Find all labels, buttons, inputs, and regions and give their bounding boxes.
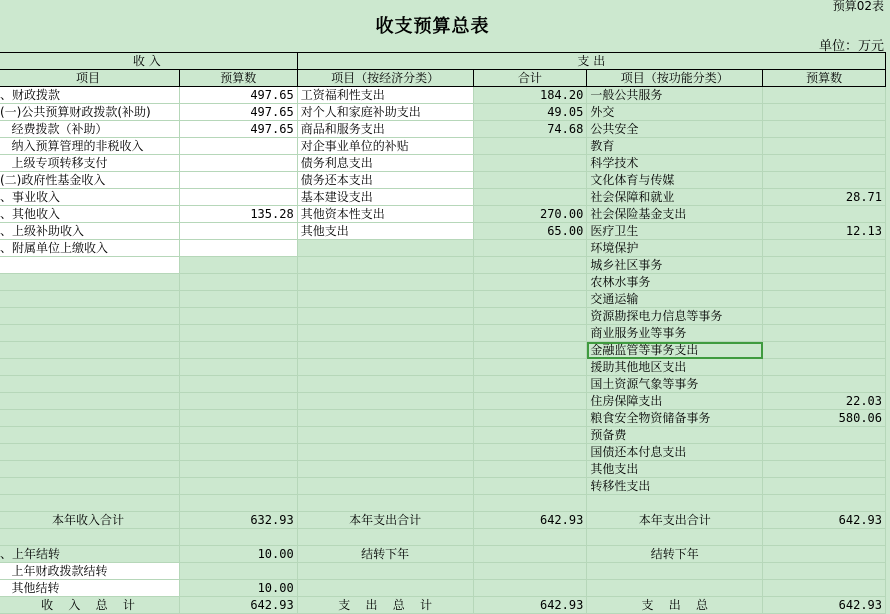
func-item[interactable]: 金融监管等事务支出 [587,342,763,359]
income-item[interactable]: 、上级补助收入 [0,223,179,240]
func-grand-value[interactable]: 642.93 [763,597,886,614]
col-econ: 项目（按经济分类） [297,70,473,87]
income-item[interactable]: 、附属单位上缴收入 [0,240,179,257]
func-item[interactable]: 文化体育与传媒 [587,172,763,189]
blank-row [0,529,886,546]
income-item[interactable] [0,274,179,291]
func-budget[interactable] [763,257,886,274]
econ-total[interactable]: 184.20 [473,87,587,104]
income-budget[interactable] [179,342,297,359]
unit-label: 单位：万元 [818,39,884,54]
econ-item[interactable]: 债务还本支出 [297,172,473,189]
income-item[interactable] [0,359,179,376]
other-carry-label[interactable]: 其他结转 [0,580,179,597]
func-budget[interactable] [763,138,886,155]
income-item[interactable] [0,308,179,325]
income-budget[interactable] [179,495,297,512]
func-item[interactable]: 转移性支出 [587,478,763,495]
income-budget[interactable] [179,410,297,427]
func-item[interactable]: 农林水事务 [587,274,763,291]
table-row [0,206,886,223]
income-item[interactable] [0,376,179,393]
econ-item[interactable] [297,274,473,291]
func-budget[interactable] [763,121,886,138]
income-budget[interactable] [179,240,297,257]
econ-total[interactable] [473,155,587,172]
econ-item[interactable] [297,240,473,257]
section-header-row [0,53,886,70]
func-budget[interactable] [763,104,886,121]
func-item[interactable]: 住房保障支出 [587,393,763,410]
func-budget[interactable]: 22.03 [763,393,886,410]
econ-total[interactable] [473,359,587,376]
income-item[interactable] [0,325,179,342]
table-row [0,325,886,342]
income-item[interactable]: (一)公共预算财政拨款(补助) [0,104,179,121]
table-row [0,189,886,206]
func-budget[interactable] [763,206,886,223]
func-total-label[interactable]: 本年支出合计 [587,512,763,529]
income-item[interactable] [0,342,179,359]
income-budget[interactable]: 135.28 [179,206,297,223]
table-row [0,104,886,121]
table-row [0,87,886,104]
table-row [0,240,886,257]
income-item[interactable] [0,291,179,308]
econ-total[interactable] [473,495,587,512]
income-item[interactable]: (二)政府性基金收入 [0,172,179,189]
func-item[interactable]: 社会保障和就业 [587,189,763,206]
econ-item[interactable] [297,359,473,376]
econ-item[interactable] [297,393,473,410]
budget-table [0,52,886,614]
col-budget2: 预算数 [763,70,886,87]
income-item[interactable] [0,393,179,410]
income-budget[interactable] [179,155,297,172]
func-item[interactable]: 社会保险基金支出 [587,206,763,223]
econ-total[interactable] [473,172,587,189]
table-row [0,155,886,172]
econ-total[interactable] [473,240,587,257]
econ-item[interactable] [297,257,473,274]
econ-item[interactable]: 其他资本性支出 [297,206,473,223]
table-row [0,410,886,427]
income-header: 收 入 [0,53,297,70]
income-item[interactable] [0,427,179,444]
econ-total[interactable] [473,189,587,206]
table-row [0,308,886,325]
income-budget[interactable] [179,308,297,325]
expense-grand-label[interactable]: 支 出 总 计 [297,597,473,614]
econ-item[interactable] [297,342,473,359]
func-item[interactable]: 城乡社区事务 [587,257,763,274]
income-budget[interactable] [179,376,297,393]
income-item[interactable]: 经费拨款（补助） [0,121,179,138]
econ-total[interactable] [473,410,587,427]
func-budget[interactable]: 12.13 [763,223,886,240]
func-item[interactable]: 环境保护 [587,240,763,257]
table-row [0,427,886,444]
func-item[interactable]: 科学技术 [587,155,763,172]
table-row [0,121,886,138]
income-budget[interactable]: 497.65 [179,87,297,104]
table-row [0,393,886,410]
income-item[interactable]: 、财政拨款 [0,87,179,104]
expense-total-label[interactable]: 本年支出合计 [297,512,473,529]
func-budget[interactable] [763,240,886,257]
table-row [0,291,886,308]
func-budget[interactable] [763,342,886,359]
func-item[interactable]: 公共安全 [587,121,763,138]
expense-header: 支 出 [297,53,885,70]
econ-item[interactable] [297,427,473,444]
econ-item[interactable]: 对企事业单位的补贴 [297,138,473,155]
table-row [0,478,886,495]
income-item[interactable]: 纳入预算管理的非税收入 [0,138,179,155]
income-item[interactable]: 、其他收入 [0,206,179,223]
econ-item[interactable] [297,410,473,427]
func-budget[interactable] [763,87,886,104]
econ-item[interactable]: 工资福利性支出 [297,87,473,104]
func-item[interactable]: 资源勘探电力信息等事务 [587,308,763,325]
col-item: 项目 [0,70,179,87]
func-item[interactable]: 国债还本付息支出 [587,444,763,461]
income-item[interactable] [0,410,179,427]
econ-total[interactable]: 65.00 [473,223,587,240]
econ-total[interactable]: 74.68 [473,121,587,138]
income-budget[interactable] [179,189,297,206]
table-row [0,359,886,376]
func-item[interactable]: 医疗卫生 [587,223,763,240]
income-grand-label[interactable]: 收 入 总 计 [0,597,179,614]
income-budget[interactable] [179,274,297,291]
func-budget[interactable] [763,376,886,393]
income-budget[interactable] [179,257,297,274]
table-code: 预算02表 [832,0,884,13]
income-budget[interactable] [179,478,297,495]
table-row [0,223,886,240]
income-item[interactable] [0,257,179,274]
func-item[interactable]: 外交 [587,104,763,121]
table-row [0,495,886,512]
income-total-value[interactable]: 632.93 [179,512,297,529]
col-budget: 预算数 [179,70,297,87]
econ-item[interactable]: 对个人和家庭补助支出 [297,104,473,121]
func-item[interactable]: 商业服务业等事务 [587,325,763,342]
income-budget[interactable] [179,393,297,410]
func-budget[interactable] [763,308,886,325]
econ-item[interactable]: 基本建设支出 [297,189,473,206]
func-budget[interactable] [763,325,886,342]
carry-row [0,546,886,563]
func-budget[interactable] [763,461,886,478]
column-header-row [0,70,886,87]
table-row [0,342,886,359]
econ-total[interactable] [473,274,587,291]
col-total: 合计 [473,70,587,87]
func-budget[interactable] [763,274,886,291]
func-budget[interactable] [763,495,886,512]
expense-grand-value[interactable]: 642.93 [473,597,587,614]
econ-total[interactable] [473,461,587,478]
econ-item[interactable] [297,444,473,461]
func-item[interactable]: 交通运输 [587,291,763,308]
func-budget[interactable]: 580.06 [763,410,886,427]
econ-total[interactable] [473,325,587,342]
prev-carry-label[interactable]: 、上年结转 [0,546,179,563]
econ-item[interactable]: 其他支出 [297,223,473,240]
func-budget[interactable] [763,172,886,189]
econ-total[interactable] [473,376,587,393]
next-carry-label[interactable]: 结转下年 [297,546,473,563]
table-row [0,257,886,274]
econ-total[interactable] [473,138,587,155]
func-grand-label[interactable]: 支 出 总 [587,597,763,614]
econ-item[interactable] [297,291,473,308]
other-carry-value[interactable]: 10.00 [179,580,297,597]
income-budget[interactable] [179,138,297,155]
carry-sub-row [0,580,886,597]
fiscal-carry-value[interactable] [179,563,297,580]
econ-total[interactable] [473,342,587,359]
func-budget[interactable]: 28.71 [763,189,886,206]
econ-total[interactable]: 270.00 [473,206,587,223]
income-item[interactable] [0,461,179,478]
income-budget[interactable] [179,291,297,308]
econ-item[interactable] [297,376,473,393]
table-row [0,274,886,291]
func-item[interactable] [587,495,763,512]
func-total-value[interactable]: 642.93 [763,512,886,529]
income-budget[interactable] [179,427,297,444]
income-item[interactable] [0,444,179,461]
income-total-row [0,512,886,529]
table-row [0,138,886,155]
prev-carry-value[interactable]: 10.00 [179,546,297,563]
income-grand-value[interactable]: 642.93 [179,597,297,614]
income-item[interactable] [0,478,179,495]
col-func: 项目（按功能分类） [587,70,763,87]
grand-total-row [0,597,886,614]
func-item[interactable]: 国土资源气象等事务 [587,376,763,393]
econ-total[interactable]: 49.05 [473,104,587,121]
income-budget[interactable] [179,325,297,342]
func-item[interactable]: 教育 [587,138,763,155]
func-item[interactable]: 一般公共服务 [587,87,763,104]
income-budget[interactable] [179,461,297,478]
income-budget[interactable] [179,223,297,240]
func-budget[interactable] [763,155,886,172]
func-budget[interactable] [763,444,886,461]
income-total-label[interactable]: 本年收入合计 [0,512,179,529]
econ-total[interactable] [473,427,587,444]
econ-total[interactable] [473,291,587,308]
income-item[interactable]: 、事业收入 [0,189,179,206]
econ-total[interactable] [473,393,587,410]
func-item[interactable]: 援助其他地区支出 [587,359,763,376]
fiscal-carry-label[interactable]: 上年财政拨款结转 [0,563,179,580]
func-budget[interactable] [763,359,886,376]
econ-item[interactable] [297,325,473,342]
func-item[interactable]: 预备费 [587,427,763,444]
carry-sub-row [0,563,886,580]
econ-item[interactable]: 商品和服务支出 [297,121,473,138]
func-budget[interactable] [763,291,886,308]
func-budget[interactable] [763,427,886,444]
func-item[interactable]: 粮食安全物资储备事务 [587,410,763,427]
income-budget[interactable] [179,444,297,461]
econ-item[interactable] [297,495,473,512]
econ-total[interactable] [473,257,587,274]
econ-total[interactable] [473,478,587,495]
income-item[interactable] [0,495,179,512]
table-row [0,172,886,189]
econ-item[interactable] [297,478,473,495]
income-item[interactable]: 上级专项转移支付 [0,155,179,172]
next-carry-label-func[interactable]: 结转下年 [587,546,763,563]
econ-total[interactable] [473,444,587,461]
table-row [0,444,886,461]
income-budget[interactable]: 497.65 [179,104,297,121]
expense-total-value[interactable]: 642.93 [473,512,587,529]
table-row [0,376,886,393]
econ-item[interactable] [297,308,473,325]
income-budget[interactable]: 497.65 [179,121,297,138]
table-row [0,461,886,478]
func-budget[interactable] [763,478,886,495]
econ-total[interactable] [473,308,587,325]
econ-item[interactable] [297,461,473,478]
page-title: 收支预算总表 [375,16,490,37]
income-budget[interactable] [179,172,297,189]
func-item[interactable]: 其他支出 [587,461,763,478]
income-budget[interactable] [179,359,297,376]
econ-item[interactable]: 债务利息支出 [297,155,473,172]
